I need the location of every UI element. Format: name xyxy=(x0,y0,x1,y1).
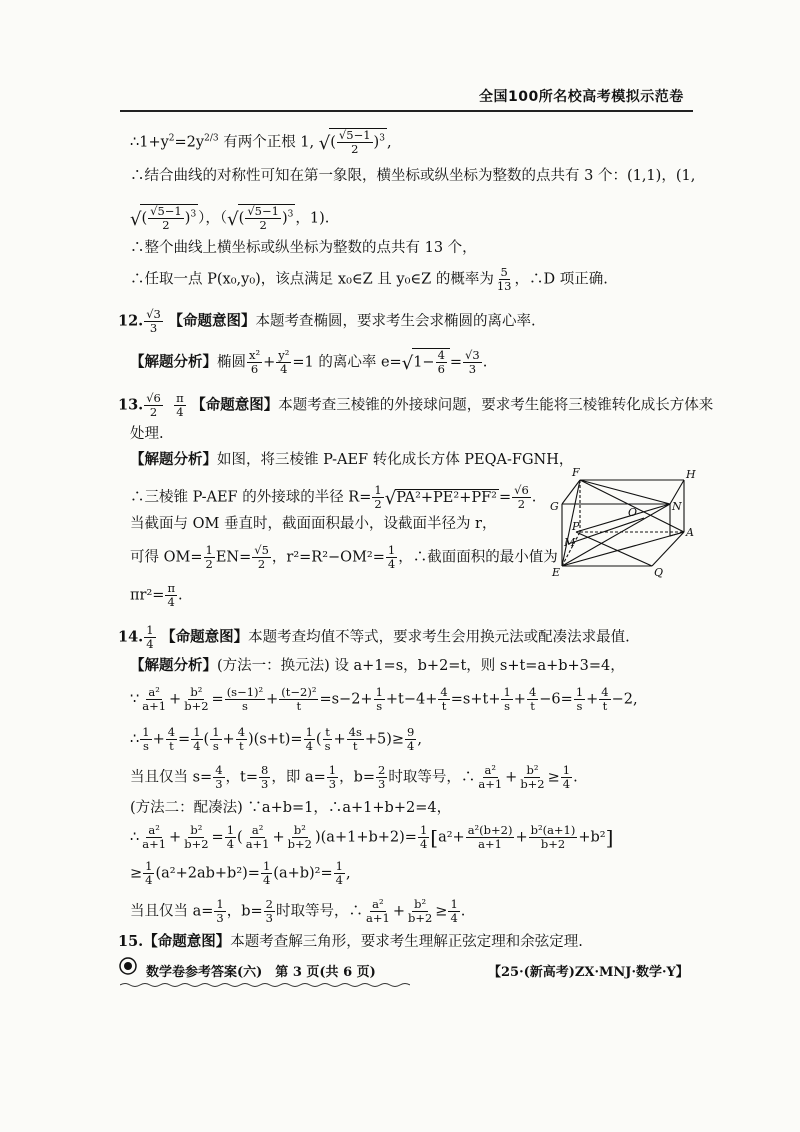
label-A: A xyxy=(686,526,694,539)
question-14-analysis-1: 【解题分析】(方法一：换元法) 设 a+1=s，b+2=t，则 s+t=a+b+3=4， xyxy=(130,657,625,674)
logo-icon xyxy=(118,956,138,976)
question-13-analysis-2: ∴三棱锥 P-AEF 的外接球的半径 R= $\frac{1}{2}$ √PA²+PE²+PF² = $\frac{√6}{2}$ . xyxy=(130,483,537,511)
question-14-analysis-7: 当且仅当 a= $\frac{1}{3}$ ，b= $\frac{2}{3}$ 时取等号，∴ $\frac{\text{a²}}{a+1}$ + $\frac{\text{b²}}{b+2}$ ≥ $\frac{1}{4}$ . xyxy=(130,897,466,925)
label-N: N xyxy=(672,500,682,513)
label-P: P xyxy=(572,520,580,533)
label-H: H xyxy=(686,468,696,481)
question-14-analysis-2: ∵ $\frac{\text{a²}}{a+1}$ + $\frac{\text{b²}}{b+2}$ = $\frac{\text{(s−1)²}}{s}$ + $\frac{\text{(t−2)²}}{t}$ =s−2+ $\frac{1}{s}$ +t−4+ $\frac{4}{t}$ =s+t+ $\frac{1}{s}$ + $\frac{4}{t}$ −6= $\frac{1}{s}$ + $\frac{4}{t}$ −2, xyxy=(130,685,638,713)
question-14-analysis-4: 当且仅当 s= $\frac{4}{3}$ ，t= $\frac{8}{3}$ ，即 a= $\frac{1}{3}$ ，b= $\frac{2}{3}$ 时取等号，∴ $\frac{\text{a²}}{a+1}$ + $\frac{\text{b²}}{b+2}$ ≥ $\frac{1}{4}$ . xyxy=(130,763,578,791)
question-13-line: 13. $\frac{√6}{2}$ $\frac{\pi}{4}$ 【命题意图】本题考查三棱锥的外接球问题，要求考生能将三棱锥转化成长方体来 xyxy=(118,391,714,419)
question-13-analysis-3: 当截面与 OM 垂直时，截面面积最小，设截面半径为 r， xyxy=(130,516,497,532)
answer-line-1: $\therefore 1+y^2=2y^{2/3}$ 有两个正根 1, √( $\frac{√5-1}{2}$ )$^3$ , xyxy=(130,128,392,156)
question-13-analysis-5: πr²= $\frac{\pi}{4}$ . xyxy=(130,581,183,609)
footer-page-info: 数学卷参考答案(六) 第 3 页(共 6 页) xyxy=(146,965,376,980)
question-14-analysis-6: ≥ $\frac{1}{4}$ (a²+2ab+b²)= $\frac{1}{4}$ (a+b)²= $\frac{1}{4}$ , xyxy=(130,859,351,887)
question-12-line: 12. $\frac{√3}{3}$ 【命题意图】本题考查椭圆，要求考生会求椭圆的离心率. xyxy=(118,307,536,335)
question-14-analysis-5: ∴ $\frac{\text{a²}}{a+1}$ + $\frac{\text{b²}}{b+2}$ = $\frac{1}{4}$ ( $\frac{\text{a²}}{a+1}$ + $\frac{\text{b²}}{b+2}$ )(a+1+b+2)= $\frac{1}{4}$ [a²+ $\frac{\text{a²(b+2)}}{a+1}$ + $\frac{\text{b²(a+1)}}{b+2}$ +b²] xyxy=(130,823,614,851)
exam-series-title: 全国100所名校高考模拟示范卷 xyxy=(479,89,684,105)
answer-line-5: ∴任取一点 P(x₀,y₀)，该点满足 x₀∈Z 且 y₀∈Z 的概率为 $\frac{5}{13}$ ，∴D 项正确. xyxy=(130,265,608,293)
question-14-method-2: (方法二：配凑法) ∵a+b=1，∴a+1+b+2=4， xyxy=(130,800,452,816)
label-G: G xyxy=(550,500,559,513)
cuboid-figure xyxy=(548,462,698,580)
question-12-analysis: 【解题分析】椭圆 $\frac{\text{x²}}{6}$ + $\frac{\text{y²}}{4}$ =1 的离心率 e=√1− $\frac{4}{6}$ = $\frac{√3}{3}$ . xyxy=(130,348,488,376)
footer-code: 【25·(新高考)ZX·MNJ·数学·Y】 xyxy=(488,965,689,980)
question-14-analysis-3: ∴ $\frac{1}{s}$ + $\frac{4}{t}$ = $\frac{1}{4}$ ( $\frac{1}{s}$ + $\frac{4}{t}$ )(s+t)= $\frac{1}{4}$ ( $\frac{t}{s}$ + $\frac{4s}{t}$ +5)≥ $\frac{9}{4}$ , xyxy=(130,725,422,753)
question-13-analysis-1: 【解题分析】如图，将三棱锥 P-AEF 转化成长方体 PEQA-FGNH， xyxy=(130,451,574,468)
question-13-analysis-4: 可得 OM= $\frac{1}{2}$ EN= $\frac{√5}{2}$ ，r²=R²−OM²= $\frac{1}{4}$ ，∴截面面积的最小值为 xyxy=(130,543,558,571)
question-13-intent-cont: 处理. xyxy=(130,426,164,442)
label-M: M xyxy=(564,536,576,549)
question-14-line: 14. $\frac{1}{4}$ 【命题意图】本题考查均值不等式，要求考生会用换元法或配凑法求最值. xyxy=(118,623,630,651)
label-F: F xyxy=(572,466,580,479)
question-15-line: 15.【命题意图】本题考查解三角形，要求考生理解正弦定理和余弦定理. xyxy=(118,933,583,950)
answer-line-4: ∴整个曲线上横坐标或纵坐标为整数的点共有 13 个， xyxy=(130,240,477,256)
label-O: O xyxy=(628,506,638,519)
label-E: E xyxy=(552,566,561,579)
footer-wavy-rule xyxy=(120,982,410,988)
label-Q: Q xyxy=(654,566,664,579)
answer-line-3: √( $\frac{√5-1}{2}$ )$^3$ ），（√( $\frac{√5-1}{2}$ )$^3$ ，1). xyxy=(130,204,330,232)
answer-line-2: ∴结合曲线的对称性可知在第一象限，横坐标或纵坐标为整数的点共有 3 个：(1,1)，(1, xyxy=(130,168,696,184)
